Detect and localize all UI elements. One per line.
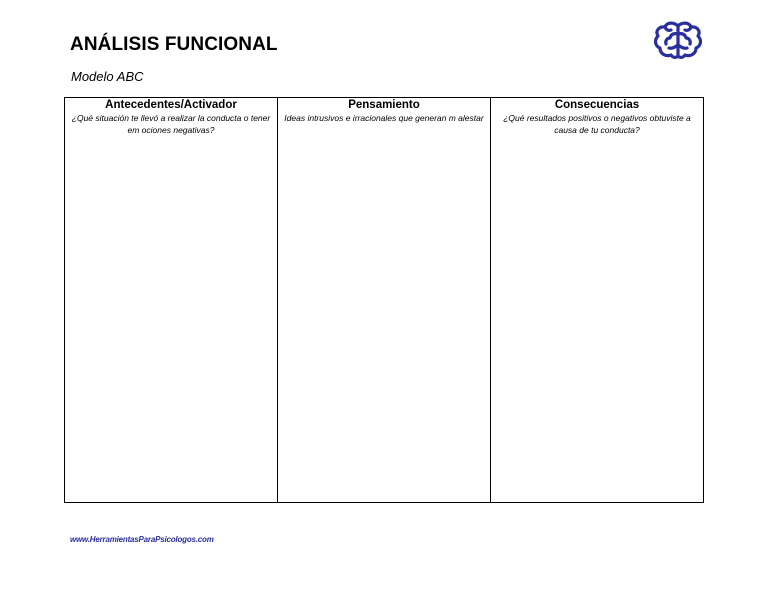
column-description: Ideas intrusivos e irracionales que generan m alestar xyxy=(284,113,484,123)
column-header: Pensamiento xyxy=(348,99,420,111)
column-description: ¿Qué resultados positivos o negativos obtuviste a causa de tu conducta? xyxy=(503,113,691,135)
column-header: Consecuencias xyxy=(554,99,640,111)
column-consecuencias xyxy=(491,98,703,502)
page-subtitle: Modelo ABC xyxy=(71,69,144,84)
column-header: Antecedentes/Activador xyxy=(105,99,237,111)
abc-table xyxy=(64,97,704,503)
page-title: ANÁLISIS FUNCIONAL xyxy=(70,34,278,55)
column-pensamiento xyxy=(278,98,491,502)
footer-website-link[interactable]: www.HerramientasParaPsicologos.com xyxy=(70,535,214,544)
column-antecedentes xyxy=(65,98,278,502)
column-description: ¿Qué situación te llevó a realizar la conducta o tener em ociones negativas? xyxy=(71,113,271,135)
brain-icon xyxy=(654,21,702,61)
